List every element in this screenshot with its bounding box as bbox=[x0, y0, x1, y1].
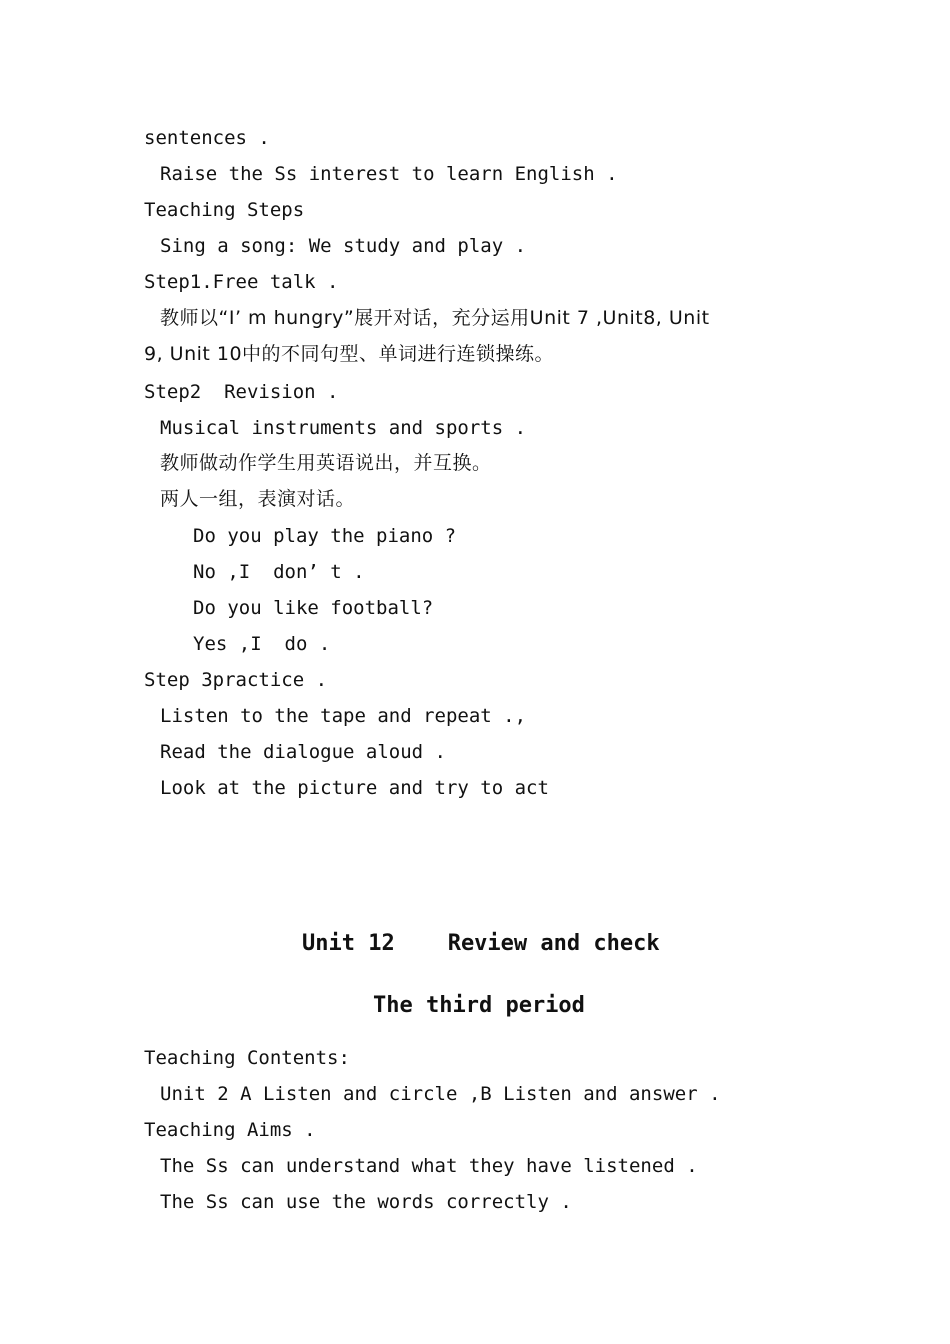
text-line: Read the dialogue aloud . bbox=[160, 741, 446, 763]
text-line: Raise the Ss interest to learn English . bbox=[160, 163, 618, 185]
step-heading: Step1.Free talk . bbox=[144, 271, 339, 293]
period-title: The third period bbox=[373, 993, 585, 1018]
text-line: Listen to the tape and repeat ., bbox=[160, 705, 527, 727]
unit-title: Unit 12 Review and check bbox=[302, 931, 660, 956]
text-line: 教师做动作学生用英语说出，并互换。 bbox=[160, 452, 492, 474]
dialogue-line: Yes ,I do . bbox=[193, 633, 331, 655]
text-line: 两人一组，表演对话。 bbox=[160, 488, 356, 510]
section-label-teaching-contents: Teaching Contents: bbox=[144, 1047, 350, 1069]
section-label-teaching-steps: Teaching Steps bbox=[144, 199, 305, 221]
dialogue-line: Do you play the piano ? bbox=[193, 525, 457, 547]
dialogue-line: Do you like football? bbox=[193, 597, 434, 619]
text-line: 教师以“I’ m hungry”展开对话，充分运用Unit 7 ,Unit8, Unit bbox=[160, 307, 710, 329]
text-line: Unit 2 A Listen and circle ,B Listen and answer . bbox=[160, 1083, 721, 1105]
text-line: 9, Unit 10中的不同句型、单词进行连锁操练。 bbox=[144, 343, 555, 365]
step-heading: Step 3practice . bbox=[144, 669, 328, 691]
dialogue-line: No ,I don’ t . bbox=[193, 561, 365, 583]
text-line: Sing a song: We study and play . bbox=[160, 235, 527, 257]
text-line: The Ss can understand what they have listened . bbox=[160, 1155, 698, 1177]
step-heading: Step2 Revision . bbox=[144, 381, 339, 403]
text-line: Musical instruments and sports . bbox=[160, 417, 527, 439]
text-line: The Ss can use the words correctly . bbox=[160, 1191, 572, 1213]
text-line: sentences . bbox=[144, 127, 270, 149]
section-label-teaching-aims: Teaching Aims . bbox=[144, 1119, 316, 1141]
text-line: Look at the picture and try to act bbox=[160, 777, 549, 799]
